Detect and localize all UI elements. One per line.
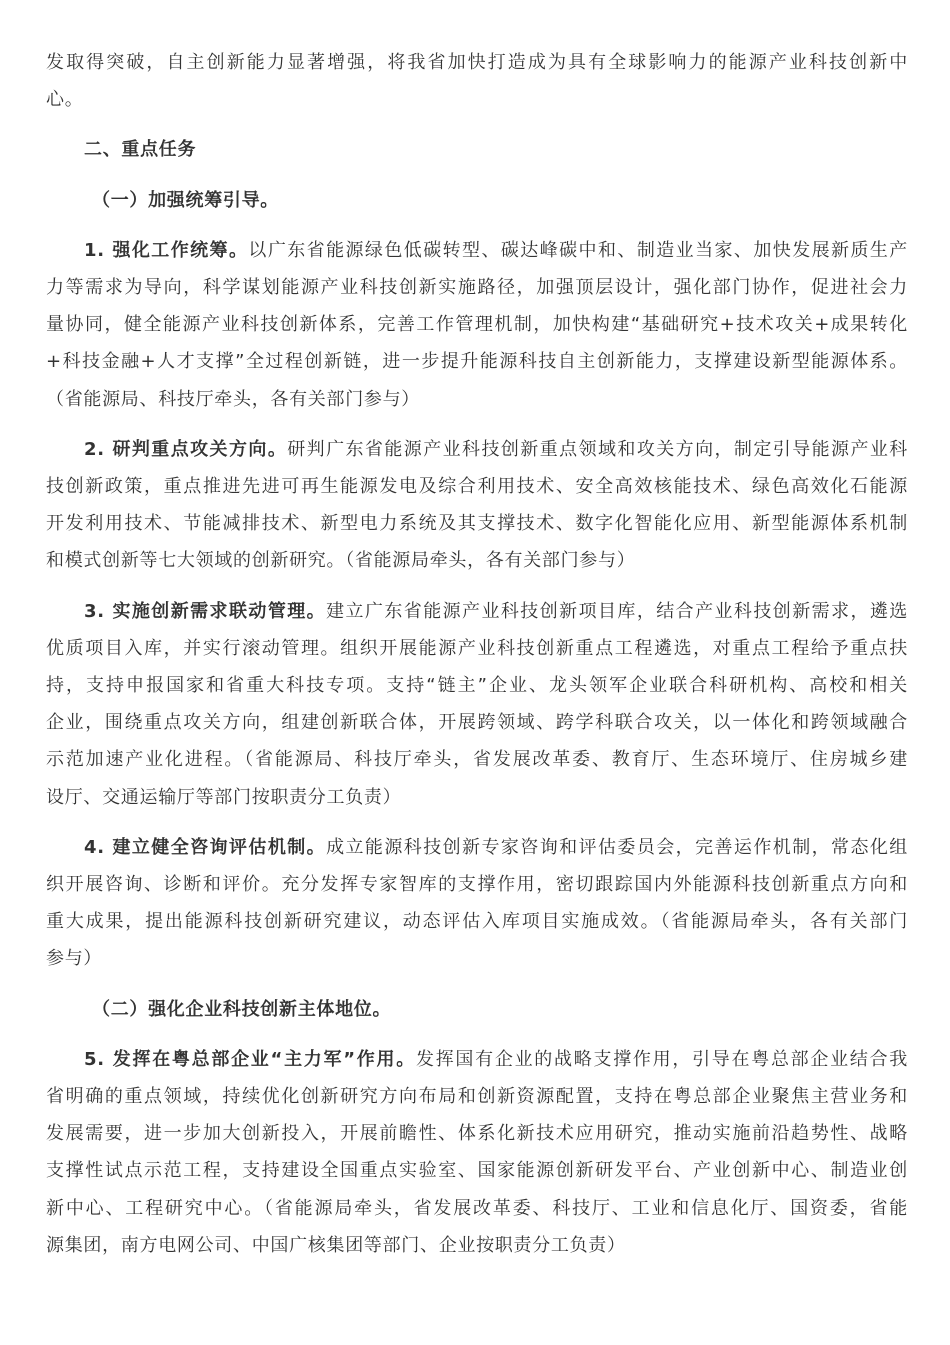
section-title: 二、重点任务 xyxy=(84,139,197,161)
paragraph-line: 和模式创新等七大领域的创新研究。（省能源局牵头，各有关部门参与） xyxy=(46,550,636,572)
item-first-text: 建立广东省能源产业科技创新项目库，结合产业科技创新需求，遴选 xyxy=(326,600,909,622)
item-lead: 1. 强化工作统筹。 xyxy=(84,239,249,261)
paragraph-line: 支撑性试点示范工程，支持建设全国重点实验室、国家能源创新研发平台、产业创新中心、制造业创 xyxy=(46,1160,908,1182)
paragraph-line: 力等需求为导向，科学谋划能源产业科技创新实施路径，加强顶层设计，强化部门协作，促进社会力 xyxy=(46,277,908,299)
paragraph-line: 示范加速产业化进程。（省能源局、科技厅牵头，省发展改革委、教育厅、生态环境厅、住房城乡建 xyxy=(46,749,908,771)
item-first-text: 以广东省能源绿色低碳转型、碳达峰碳中和、制造业当家、加快发展新质生产 xyxy=(248,239,908,261)
subsection-title-2: （二）强化企业科技创新主体地位。 xyxy=(92,998,392,1020)
paragraph-line: 设厅、交通运输厅等部门按职责分工负责） xyxy=(46,786,402,808)
intro-line-1: 发取得突破，自主创新能力显著增强，将我省加快打造成为具有全球影响力的能源产业科技创新中 xyxy=(46,52,908,73)
paragraph-item-2 xyxy=(46,431,908,580)
paragraph-first-line xyxy=(46,593,908,630)
paragraph-item-3 xyxy=(46,593,908,816)
paragraph-first-line xyxy=(46,431,908,468)
item-first-text: 发挥国有企业的战略支撑作用，引导在粤总部企业结合我 xyxy=(415,1048,908,1070)
paragraph-first-line xyxy=(46,1041,908,1078)
subsection-title-1: （一）加强统筹引导。 xyxy=(92,189,279,211)
paragraph-line: （省能源局、科技厅牵头，各有关部门参与） xyxy=(46,388,420,410)
paragraph-line: 新中心、工程研究中心。（省能源局牵头，省发展改革委、科技厅、工业和信息化厅、国资委，省能 xyxy=(46,1197,908,1219)
paragraph-line: 省明确的重点领域，持续优化创新研究方向布局和创新资源配置，支持在粤总部企业聚焦主营业务和 xyxy=(46,1086,908,1108)
item-lead: 4. 建立健全咨询评估机制。 xyxy=(84,836,327,858)
paragraph-item-4 xyxy=(46,829,908,978)
item-lead: 3. 实施创新需求联动管理。 xyxy=(84,600,327,622)
paragraph-line: 技创新政策，重点推进先进可再生能源发电及综合利用技术、安全高效核能技术、绿色高效化石能源 xyxy=(46,476,908,498)
paragraph-first-line xyxy=(46,829,908,866)
paragraph-line: 优质项目入库，并实行滚动管理。组织开展能源产业科技创新重点工程遴选，对重点工程给予重点扶 xyxy=(46,637,908,659)
document-page xyxy=(46,44,908,1264)
paragraph-line: 重大成果，提出能源科技创新研究建议，动态评估入库项目实施成效。（省能源局牵头，各有关部门 xyxy=(46,911,908,933)
paragraph-line: +科技金融+人才支撑”全过程创新链，进一步提升能源科技自主创新能力，支撑建设新型能源体系。 xyxy=(46,351,908,373)
item-first-text: 成立能源科技创新专家咨询和评估委员会，完善运作机制，常态化组 xyxy=(326,836,909,858)
paragraph-first-line xyxy=(46,232,908,269)
paragraph-line: 持，支持申报国家和省重大科技专项。支持“链主”企业、龙头领军企业联合科研机构、高校和相关 xyxy=(46,675,908,697)
paragraph-line: 织开展咨询、诊断和评价。充分发挥专家智库的支撑作用，密切跟踪国内外能源科技创新重点方向和 xyxy=(46,874,908,896)
item-lead: 2. 研判重点攻关方向。 xyxy=(84,438,288,460)
paragraph-line: 开发利用技术、节能减排技术、新型电力系统及其支撑技术、数字化智能化应用、新型能源体系机制 xyxy=(46,513,908,535)
paragraph-line: 量协同，健全能源产业科技创新体系，完善工作管理机制，加快构建“基础研究+技术攻关+成果转化 xyxy=(46,314,908,336)
intro-line-2: 心。 xyxy=(46,89,84,111)
item-first-text: 研判广东省能源产业科技创新重点领域和攻关方向，制定引导能源产业科 xyxy=(287,438,908,460)
paragraph-line: 企业，围绕重点攻关方向，组建创新联合体，开展跨领域、跨学科联合攻关，以一体化和跨领域融合 xyxy=(46,712,908,734)
paragraph-line: 源集团，南方电网公司、中国广核集团等部门、企业按职责分工负责） xyxy=(46,1234,626,1256)
paragraph-item-1 xyxy=(46,232,908,418)
paragraph-line: 参与） xyxy=(46,948,103,970)
item-lead: 5. 发挥在粤总部企业“主力军”作用。 xyxy=(84,1048,416,1070)
paragraph-line: 发展需要，进一步加大创新投入，开展前瞻性、体系化新技术应用研究，推动实施前沿趋势性、战略 xyxy=(46,1123,908,1145)
paragraph-item-5 xyxy=(46,1041,908,1264)
